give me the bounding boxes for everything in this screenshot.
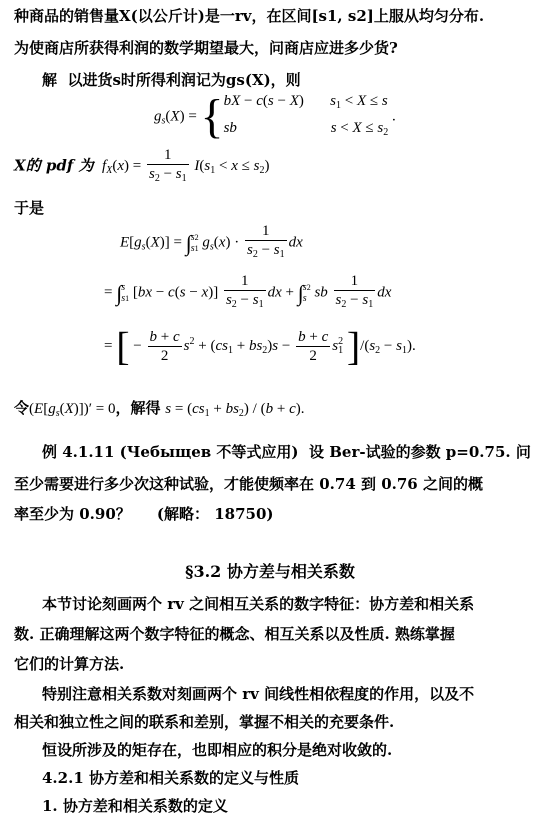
solution-label: 解 [42,71,58,89]
expectation-eq-1: $E[g_s(X)] = \int s2$ s1 $g_s(x)$ · $\frac{1}{s_2 - s_1}$ dx [120,223,303,260]
para2-line2: 相关和独立性之间的联系和差别，掌握不相关的充要条件. [14,713,395,731]
example-line-3 [14,504,274,524]
example-line-1 [42,442,531,462]
solution-intro [42,70,301,90]
para1-line1: 本节讨论刻画两个 rv 之间相互关系的数字特征：协方差和相关系 [42,595,475,613]
pdf-line: X的 pdf 为 $f_X(x)$ = $\frac{1}{s_2 - s_1}$ $I(s_1 < x \le s_2)$ [14,147,270,184]
text-jiede: ，解得 [115,399,161,417]
sub-subsection-heading: 1. 协方差和相关系数的定义 [42,797,228,815]
text-line-2: 为使商店所获得利润的数学期望最大，问商店应进多少货? [14,39,398,57]
text-yushi: 于是 [14,199,45,217]
subsection-heading: 4.2.1 协方差和相关系数的定义与性质 [42,769,299,787]
text-ling: 令 [14,399,30,417]
section-heading: §3.2 协方差与相关系数 [185,562,355,581]
derivative-line: 令$(E[g_s(X)])' = 0$，解得 $s = (cs_1 + bs_2) / (b + c)$. [14,399,305,419]
example-answer: (解略： 18750) [156,505,274,523]
expectation-eq-2: = ∫s s1 [bx − c(s − x)] $\frac{1}{s_2 - s_1}$ dx + ∫s2 s sb $\frac{1}{s_2 - s_1}$ dx [104,273,392,310]
para3-line1: 恒设所涉及的矩存在，也即相应的积分是绝对收敛的. [42,741,393,759]
example-title: 例 4.1.11 (Чебыщев 不等式应用) [42,443,299,461]
pdf-label: X的 pdf 为 [14,156,94,175]
example-text-1: 设 Ber-试验的参数 p=0.75. 问 [309,443,531,461]
example-line-2: 至少需要进行多少次这种试验，才能使频率在 0.74 到 0.76 之间的概 [14,475,483,493]
para2-line1: 特别注意相关系数对刻画两个 rv 间线性相依程度的作用，以及不 [42,685,475,703]
example-text-3: 率至少为 0.90？ [14,505,131,523]
profit-equation: $g_s(X)$ = { bX − c(s − X) $s_1 < X \le s$ sb $s < X \le s_2$ . [154,90,396,143]
para1-line3: 它们的计算方法. [14,655,125,673]
expectation-eq-3: = [ − $\frac{b + c}{2}$ $s^2 + (cs_1 + bs_2)s$ − $\frac{b + c}{2}$ $s^2_1$ ]$/(s_2 - s_1)$. [104,323,416,369]
para1-line2: 数. 正确理解这两个数字特征的概念、相互关系以及性质. 熟练掌握 [14,625,455,643]
solution-text: 以进货s时所得利润记为gs(X)，则 [67,71,301,89]
text-line-1: 种商品的销售量X(以公斤计)是一rv，在区间[s1, s2]上服从均匀分布. [14,7,485,25]
